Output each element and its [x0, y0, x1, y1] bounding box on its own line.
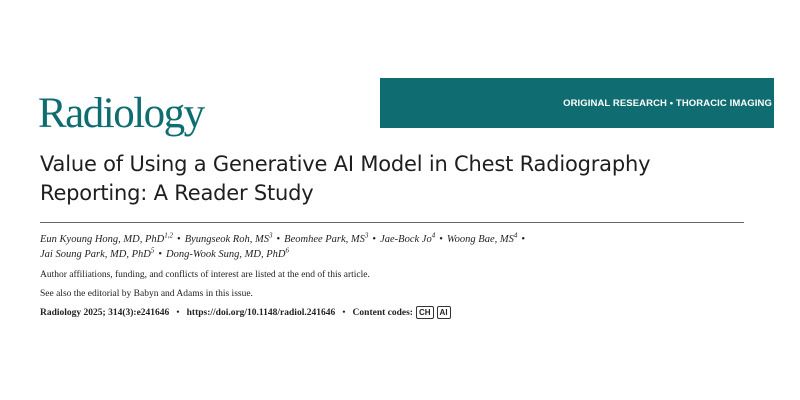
- author-separator: •: [177, 234, 181, 245]
- author-separator: •: [521, 234, 526, 245]
- author-name[interactable]: Jai Soung Park, MD, PhD: [40, 249, 151, 260]
- article-title: [40, 150, 740, 208]
- author-separator: •: [276, 234, 281, 245]
- article-title-subtitle: A Reader Study: [147, 181, 314, 205]
- author-affiliation-sup: 1,2: [164, 231, 173, 240]
- citation-line: [40, 306, 451, 319]
- author-name[interactable]: Beomhee Park, MS: [284, 234, 365, 245]
- author-name[interactable]: Eun Kyoung Hong, MD, PhD: [40, 234, 165, 245]
- author-separator: •: [372, 234, 377, 245]
- citation-separator: •: [176, 307, 180, 318]
- author-name[interactable]: Byungseok Roh, MS: [184, 234, 269, 245]
- author-affiliation-sup: 3: [364, 231, 369, 240]
- editorial-note[interactable]: See also the editorial by Babyn and Adams in this issue.: [40, 289, 253, 299]
- author-affiliation-sup: 4: [513, 231, 518, 240]
- author-affiliation-sup: 4: [431, 231, 436, 240]
- content-code-badge: CH: [416, 306, 434, 319]
- author-line-1: [40, 232, 760, 247]
- title-divider: [40, 222, 744, 223]
- author-separator: •: [158, 249, 163, 260]
- article-title-main: Value of Using a Generative AI Model in Chest Radiography Reporting:: [40, 152, 651, 205]
- affiliations-note: Author affiliations, funding, and conflicts of interest are listed at the end of this article.: [40, 270, 370, 280]
- content-code-badge: AI: [437, 306, 451, 319]
- author-affiliation-sup: 5: [150, 246, 155, 255]
- author-list: [40, 232, 760, 262]
- section-banner: [380, 78, 774, 128]
- author-affiliation-sup: 3: [268, 231, 273, 240]
- journal-reference: Radiology 2025; 314(3):e241646: [40, 307, 170, 318]
- doi-link[interactable]: https://doi.org/10.1148/radiol.241646: [186, 307, 336, 318]
- author-name[interactable]: Jae-Bock Jo: [380, 234, 432, 245]
- author-name[interactable]: Woong Bae, MS: [446, 234, 514, 245]
- section-banner-label: ORIGINAL RESEARCH • THORACIC IMAGING: [563, 97, 772, 109]
- author-affiliation-sup: 6: [285, 246, 289, 255]
- content-codes-label: Content codes:: [352, 307, 413, 318]
- author-name[interactable]: Dong-Wook Sung, MD, PhD: [166, 249, 286, 260]
- journal-logo: Radiology: [38, 90, 204, 137]
- author-line-2: [40, 247, 760, 262]
- author-separator: •: [439, 234, 443, 245]
- citation-separator: •: [342, 307, 346, 318]
